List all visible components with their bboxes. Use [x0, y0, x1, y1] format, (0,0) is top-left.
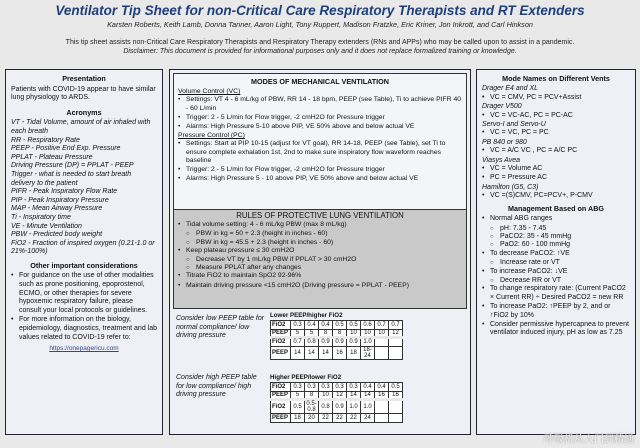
acronym-item: Driving Pressure (DP) = PPLAT - PEEP	[11, 162, 134, 170]
table-row	[271, 383, 403, 392]
table-cell: 12	[389, 329, 403, 338]
table-cell: PEEP	[271, 329, 291, 338]
table-cell: 0.4	[375, 383, 389, 392]
table-cell: 0.4	[319, 321, 333, 330]
abg-item: ○ PaO2: 60 - 100 mmHg	[482, 241, 630, 249]
acronym-item: FiO2 - Fraction of inspired oxygen (0.21-1.0 or 21%-100%)	[11, 239, 155, 256]
vent-name: Servo-I and Servo-U	[482, 121, 546, 129]
abg-item: ○ Decrease RR or VT	[482, 277, 630, 285]
lung-protection-list	[178, 221, 462, 290]
lung-rule-item: • Maintain driving pressure <15 cmH2O (Driving pressure = PPLAT - PEEP)	[178, 282, 462, 290]
high-peep-table	[270, 382, 403, 423]
right-panel	[476, 69, 636, 435]
watermark: 呼吸机从入门到精通	[544, 434, 634, 445]
table-cell: 24	[361, 414, 375, 423]
table-cell: 22	[347, 414, 361, 423]
abg-heading: Management Based on ABG	[508, 203, 604, 213]
table-cell: FiO2	[271, 321, 291, 330]
page-title: Ventilator Tip Sheet for non-Critical Care Respiratory Therapists and RT Extenders	[55, 3, 585, 18]
acronym-item: Ti - Inspiratory time	[11, 213, 71, 221]
acronym-item: PIP - Peak Inspiratory Pressure	[11, 196, 109, 204]
table-cell: FiO2	[271, 400, 291, 414]
table-cell: 16	[333, 346, 347, 359]
acronym-item: VE - Minute Ventilation	[11, 222, 82, 230]
table-cell: FiO2	[271, 338, 291, 347]
table-cell	[389, 414, 403, 423]
table-cell: 0.3	[319, 383, 333, 392]
table-cell: 0.5-0.8	[306, 401, 317, 413]
lung-protection-box	[173, 209, 467, 309]
table-cell: 18	[347, 346, 361, 359]
table-cell: 0.4	[361, 383, 375, 392]
table-cell: PEEP	[271, 346, 291, 359]
table-cell: 18	[291, 414, 305, 423]
abg-item: ○ PaCO2: 35 - 45 mmHg	[482, 233, 630, 241]
table-row	[271, 329, 403, 338]
acronyms-heading: Acronyms	[66, 107, 102, 117]
lung-rule-item: • Keep plateau pressure ≤ 30 cmH2O	[178, 247, 462, 255]
table-row	[271, 391, 403, 400]
acronym-list	[11, 119, 157, 257]
table-cell: 0.3	[333, 383, 347, 392]
table-cell: 0.9	[319, 338, 333, 347]
table-cell: 0.3	[291, 321, 305, 330]
acronym-item: PIFR - Peak Inspiratory Flow Rate	[11, 188, 118, 196]
vent-modes-heading: Mode Names on Different Vents	[502, 74, 610, 83]
vent-name: Viasys Avea	[482, 156, 521, 164]
lung-protection-heading: RULES OF PROTECTIVE LUNG VENTILATION	[236, 211, 404, 220]
vent-name: Drager E4 and XL	[482, 85, 539, 93]
consideration-item: • For more information on the biology, epidemiology, diagnostics, treatment and lab values related to COVID-19 refer to:	[11, 316, 157, 342]
disclaimer: Disclaimer: This document is provided for informational purposes only and it does not replace formalized training or knowledge.	[123, 48, 517, 55]
table-cell: 0.6	[361, 321, 375, 330]
table-cell: 22	[319, 414, 333, 423]
vc-setting-item: • Trigger: 2 - 5 L/min for Flow trigger, -2 cmH2O for Pressure trigger	[178, 114, 462, 122]
table-row	[271, 346, 403, 359]
abg-item: • To increase PaO2: ↑PEEP by 2, and or ↑FiO2 by 10%	[482, 303, 630, 320]
table-cell: 0.7	[291, 338, 305, 347]
presentation-heading: Presentation	[62, 74, 106, 83]
consideration-item: • For guidance on the use of other modalities such as prone positioning, epoprostenol, ECMO, or other therapies for severe hypoxemic respiratory failure, please consult your local protocols or guidelines.	[11, 272, 157, 315]
lung-rule-item: ○ PBW in kg = 50 + 2.3 (height in inches - 60)	[178, 230, 462, 238]
vent-mode-item: • VC = CMV, PC = PCV+Assist	[482, 94, 630, 102]
table-cell: 0.5	[347, 321, 361, 330]
table-cell	[389, 346, 403, 359]
table-cell: PEEP	[271, 391, 291, 400]
table-cell: 0.3	[291, 383, 305, 392]
table-cell: 1.0	[361, 338, 375, 347]
table-cell: 0.5	[291, 400, 305, 414]
table-cell: FiO2	[271, 383, 291, 392]
table-cell: 8	[305, 391, 319, 400]
table-row	[271, 414, 403, 423]
consider-low-peep: Consider low PEEP table for normal compliance/ low driving pressure	[176, 315, 265, 340]
lung-rule-item: ○ Measure PPLAT after any changes	[178, 264, 462, 272]
vc-list	[178, 96, 462, 131]
middle-panel	[169, 69, 471, 435]
left-panel	[5, 69, 163, 435]
table-cell: 0.7	[389, 321, 403, 330]
table-cell: 10	[361, 329, 375, 338]
table-cell	[375, 400, 389, 414]
table-cell: 18-24	[361, 346, 375, 359]
high-peep-table-title: Higher PEEP/lower FiO2	[270, 374, 342, 381]
pc-heading: Pressure Control (PC)	[178, 132, 245, 140]
lung-rule-item: • Tidal volume setting: 4 - 6 mL/kg PBW (max 8 mL/kg)	[178, 221, 462, 229]
table-cell: 5	[291, 391, 305, 400]
table-cell	[389, 338, 403, 347]
table-cell: 1.0	[361, 400, 375, 414]
abg-item: • To increase PaCO2: ↓VE	[482, 268, 630, 276]
modes-heading: MODES OF MECHANICAL VENTILATION	[251, 77, 389, 86]
table-cell: 0.8	[319, 400, 333, 414]
consider-high-peep: Consider high PEEP table for low compliance/ high driving pressure	[176, 374, 257, 399]
pc-setting-item: • Alarms: High Pressure 5 - 10 above PIP, VE 50% above and below actual VE	[178, 175, 462, 183]
table-cell: 10	[375, 329, 389, 338]
table-cell: 0.8	[305, 338, 319, 347]
low-peep-table-title: Lower PEEP/higher FiO2	[270, 312, 343, 319]
table-cell: 14	[347, 391, 361, 400]
table-cell: 8	[319, 329, 333, 338]
pc-list	[178, 140, 462, 183]
low-peep-table	[270, 320, 403, 360]
table-row	[271, 400, 403, 414]
table-cell: 14	[361, 391, 375, 400]
table-cell: 10	[347, 329, 361, 338]
table-cell: 10	[319, 391, 333, 400]
lung-rule-item: • Titrate FiO2 to maintain SpO2 92-96%	[178, 272, 462, 280]
vent-list	[482, 85, 630, 200]
authors: Karsten Roberts, Keith Lamb, Donna Tanner, Aaron Light, Tony Ruppert, Madison Fratzke, Eric Kriner, Jon Inkrott, and Carl Hinkson	[107, 20, 533, 29]
intro-text: This tip sheet assists non-Critical Care Respiratory Therapists and Respiratory Therapy extenders (RNs and APPs) who may be called upon to assist in a pandemic.	[65, 39, 575, 46]
table-cell: 5	[291, 329, 305, 338]
other-considerations-heading: Other important considerations	[30, 260, 138, 270]
table-cell: 1.0	[347, 400, 361, 414]
table-cell: 14	[291, 346, 305, 359]
table-cell: 5	[305, 329, 319, 338]
intro	[14, 38, 626, 56]
table-cell: 12	[333, 391, 347, 400]
vent-mode-item: • PC = Pressure AC	[482, 174, 630, 182]
vent-name: Drager V500	[482, 103, 522, 111]
table-row	[271, 321, 403, 330]
table-cell: 0.9	[333, 400, 347, 414]
table-cell: PEEP	[271, 414, 291, 423]
other-considerations-list	[11, 272, 157, 342]
table-cell: 0.9	[347, 338, 361, 347]
lung-rule-item: ○ Decrease VT by 1 mL/kg PBW if PPLAT > 30 cmH2O	[178, 256, 462, 264]
pc-setting-item: • Trigger: 2 - 5 L/min for Flow trigger, -2 cmH2O for Pressure trigger	[178, 166, 462, 174]
lung-rule-item: ○ PBW in kg = 45.5 + 2.3 (height in inches - 60)	[178, 239, 462, 247]
table-cell	[389, 400, 403, 414]
acronym-item: PPLAT - Plateau Pressure	[11, 153, 93, 161]
table-cell: 20	[305, 414, 319, 423]
table-row	[271, 338, 403, 347]
acronym-item: MAP - Mean Airway Pressure	[11, 205, 103, 213]
table-cell: 0.7	[375, 321, 389, 330]
acronym-item: PBW - Predicted body weight	[11, 231, 103, 239]
table-cell	[375, 338, 389, 347]
acronym-item: Trigger - what is needed to start breath delivery to the patient	[11, 170, 132, 187]
abg-item: • To decrease PaCO2: ↑VE	[482, 250, 630, 258]
abg-item: ○ Increase rate or VT	[482, 259, 630, 267]
abg-item: • Normal ABG ranges	[482, 215, 630, 223]
table-cell: 0.5	[389, 383, 403, 392]
table-cell	[375, 414, 389, 423]
vc-setting-item: • Settings: VT 4 - 6 mL/kg of PBW, RR 14 - 18 bpm, PEEP (see Table), Ti to achieve PIFR 40 - 60 L/min	[178, 96, 462, 112]
acronym-item: VT - Tidal Volume, amount of air inhaled with each breath	[11, 119, 151, 135]
pc-setting-item: • Settings: Start at PIP 10-15 (adjust for VT goal), RR 14-18, PEEP (see Table), set Ti to ensure complete exhalation 1st, 2nd to make sure inspiratory flow waveform reaches baseline	[178, 140, 462, 165]
table-cell: 8	[333, 329, 347, 338]
table-cell: 14	[319, 346, 333, 359]
table-cell: 16	[375, 391, 389, 400]
table-cell: 16	[389, 391, 403, 400]
vent-mode-item: • VC = VC, PC = PC	[482, 129, 630, 137]
vent-name: PB 840 or 980	[482, 138, 527, 146]
table-cell	[375, 346, 389, 359]
vc-heading: Volume Control (VC)	[178, 88, 241, 96]
acronym-item: RR - Respiratory Rate	[11, 136, 80, 144]
table-cell: 0.4	[305, 321, 319, 330]
acronym-item: PEEP - Positive End Exp. Pressure	[11, 145, 121, 153]
vent-mode-item: • VC = VC-AC, PC = PC-AC	[482, 112, 630, 120]
table-cell: 0.9	[333, 338, 347, 347]
vc-setting-item: • Alarms: High Pressure 5-10 above PIP, VE 50% above and below actual VE	[178, 123, 462, 131]
table-cell: 22	[333, 414, 347, 423]
table-cell: 0.3	[347, 383, 361, 392]
abg-list	[482, 215, 630, 338]
abg-item: ○ pH: 7.35 - 7.45	[482, 225, 630, 233]
presentation-text: Patients with COVID-19 appear to have similar lung physiology to ARDS.	[11, 85, 156, 102]
vent-mode-item: • VC =(S)CMV, PC=PCV+, P-CMV	[482, 192, 630, 200]
vent-name: Hamilton (G5, C3)	[482, 183, 539, 191]
table-cell: 0.3	[305, 383, 319, 392]
abg-item: • To change respiratory rate: (Current PaCO2 × Current RR) ÷ Desired PaCO2 = new RR	[482, 285, 630, 302]
vent-mode-item: • VC = A/C VC , PC = A/C PC	[482, 147, 630, 155]
reference-link[interactable]: https://onepagericu.com	[49, 345, 119, 353]
abg-item: • Consider permissive hypercapnea to prevent ventilator induced injury, pH as low as 7.25	[482, 321, 630, 338]
table-cell: 14	[305, 346, 319, 359]
vent-mode-item: • VC = Volume AC	[482, 165, 630, 173]
table-cell: 0.5	[333, 321, 347, 330]
